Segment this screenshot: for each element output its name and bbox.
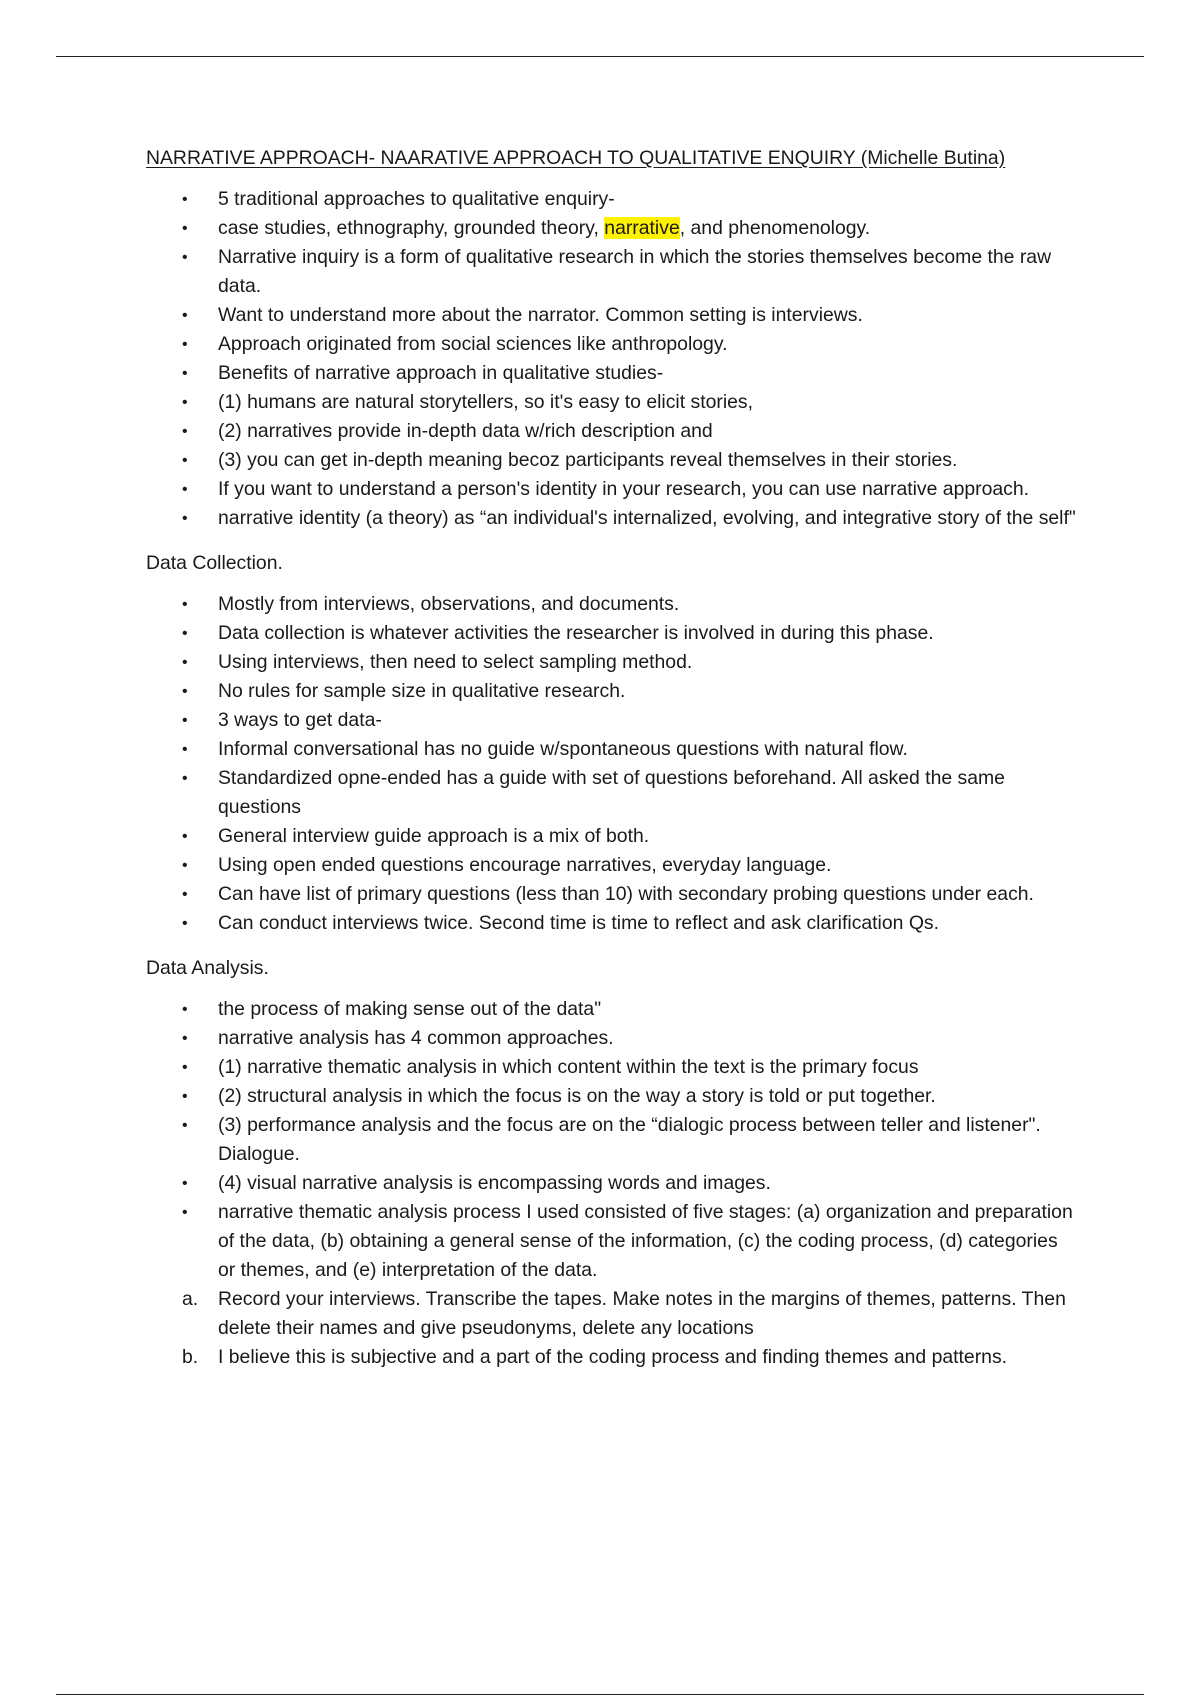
bullet-marker: • (182, 510, 188, 527)
list-item-text: (1) humans are natural storytellers, so it's easy to elicit stories, (218, 391, 753, 413)
list-item (146, 388, 1076, 417)
list-item (146, 677, 1076, 706)
bullet-marker: • (182, 1030, 188, 1047)
data-analysis-lettered-list (146, 1285, 1076, 1372)
bullet-marker: • (182, 394, 188, 411)
list-item-text: 3 ways to get data- (218, 709, 382, 731)
list-item-text: Can have list of primary questions (less than 10) with secondary probing questions under each. (218, 883, 1034, 905)
bullet-marker: • (182, 336, 188, 353)
list-item (146, 619, 1076, 648)
list-item (146, 504, 1076, 533)
list-item-text: Benefits of narrative approach in qualitative studies- (218, 362, 664, 384)
list-item (146, 243, 1076, 301)
bullet-marker: • (182, 683, 188, 700)
list-item-text: Can conduct interviews twice. Second time is time to reflect and ask clarification Qs. (218, 912, 939, 934)
list-item-text: Data collection is whatever activities the researcher is involved in during this phase. (218, 622, 934, 644)
bullet-marker: • (182, 1088, 188, 1105)
list-item-text: (3) performance analysis and the focus are on the “dialogic process between teller and listener". Dialogue. (218, 1114, 1041, 1165)
bullet-marker: • (182, 1117, 188, 1134)
bullet-marker: • (182, 741, 188, 758)
list-item (146, 185, 1076, 214)
list-item-text: Mostly from interviews, observations, and documents. (218, 593, 680, 615)
document-title: NARRATIVE APPROACH- NAARATIVE APPROACH TO QUALITATIVE ENQUIRY (Michelle Butina) (146, 147, 1006, 169)
list-item-text: (4) visual narrative analysis is encompassing words and images. (218, 1172, 771, 1194)
bullet-marker: • (182, 654, 188, 671)
bullet-marker: • (182, 625, 188, 642)
list-item-text: the process of making sense out of the data" (218, 998, 602, 1020)
list-item (146, 359, 1076, 388)
intro-list (146, 185, 1076, 533)
bullet-marker: • (182, 191, 188, 208)
list-item-text: (3) you can get in-depth meaning becoz participants reveal themselves in their stories. (218, 449, 958, 471)
lettered-item (146, 1343, 1076, 1372)
bullet-marker: • (182, 712, 188, 729)
bullet-marker: • (182, 365, 188, 382)
bullet-marker: • (182, 220, 188, 237)
lettered-item (146, 1285, 1076, 1343)
list-item (146, 648, 1076, 677)
list-item (146, 706, 1076, 735)
bullet-marker: • (182, 1204, 188, 1221)
bullet-marker: • (182, 1059, 188, 1076)
document-body (146, 144, 1076, 1372)
bullet-marker: • (182, 886, 188, 903)
list-item-text: Approach originated from social sciences like anthropology. (218, 333, 728, 355)
bullet-marker: • (182, 1001, 188, 1018)
bullet-marker: • (182, 249, 188, 266)
list-item (146, 1082, 1076, 1111)
list-item-text: Narrative inquiry is a form of qualitative research in which the stories themselves become the raw data. (218, 246, 1052, 297)
bullet-marker: • (182, 915, 188, 932)
list-item-text: If you want to understand a person's identity in your research, you can use narrative approach. (218, 478, 1030, 500)
list-item (146, 1198, 1076, 1285)
bullet-marker: • (182, 596, 188, 613)
list-item-text: Informal conversational has no guide w/spontaneous questions with natural flow. (218, 738, 908, 760)
list-item-text: Using interviews, then need to select sampling method. (218, 651, 693, 673)
list-item (146, 995, 1076, 1024)
bullet-marker: • (182, 1175, 188, 1192)
data-analysis-heading: Data Analysis. (146, 957, 269, 979)
data-analysis-list (146, 995, 1076, 1285)
list-item-text: (2) structural analysis in which the focus is on the way a story is told or put together. (218, 1085, 936, 1107)
list-item (146, 1024, 1076, 1053)
data-collection-heading: Data Collection. (146, 552, 283, 574)
bullet-marker: • (182, 828, 188, 845)
list-item (146, 214, 1076, 243)
list-item-text: General interview guide approach is a mix of both. (218, 825, 650, 847)
list-item (146, 446, 1076, 475)
list-item-text: Want to understand more about the narrator. Common setting is interviews. (218, 304, 863, 326)
list-item-text: (1) narrative thematic analysis in which content within the text is the primary focus (218, 1056, 919, 1078)
list-item (146, 735, 1076, 764)
footer-rule (56, 1694, 1144, 1695)
data-collection-list (146, 590, 1076, 938)
bullet-marker: • (182, 857, 188, 874)
letter-marker: a. (182, 1288, 199, 1310)
list-item-text: narrative identity (a theory) as “an individual's internalized, evolving, and integrative story of the self" (218, 507, 1076, 529)
lettered-item-text: Record your interviews. Transcribe the tapes. Make notes in the margins of themes, patterns. Then delete their names and give pseudonyms, delete any locations (218, 1288, 1066, 1339)
list-item-text: (2) narratives provide in-depth data w/rich description and (218, 420, 713, 442)
list-item-text: narrative thematic analysis process I used consisted of five stages: (a) organization and preparation of the data, (b) obtaining a general sense of the information, (c) the coding process, (d) categories or themes, and (e) interpretation of the data. (218, 1201, 1073, 1281)
list-item (146, 909, 1076, 938)
list-item (146, 301, 1076, 330)
list-item (146, 851, 1076, 880)
list-item (146, 764, 1076, 822)
list-item (146, 1053, 1076, 1082)
list-item (146, 880, 1076, 909)
highlighted-word: narrative (604, 217, 680, 239)
list-item (146, 330, 1076, 359)
list-item-text: Using open ended questions encourage narratives, everyday language. (218, 854, 832, 876)
header-rule (56, 56, 1144, 57)
bullet-marker: • (182, 423, 188, 440)
bullet-marker: • (182, 481, 188, 498)
list-item-text: Standardized opne-ended has a guide with set of questions beforehand. All asked the same questions (218, 767, 1005, 818)
list-item-text-before: case studies, ethnography, grounded theory, (218, 217, 605, 239)
list-item-text: No rules for sample size in qualitative research. (218, 680, 626, 702)
list-item-text: 5 traditional approaches to qualitative enquiry- (218, 188, 615, 210)
bullet-marker: • (182, 770, 188, 787)
list-item (146, 475, 1076, 504)
list-item (146, 417, 1076, 446)
list-item (146, 1169, 1076, 1198)
list-item (146, 1111, 1076, 1169)
letter-marker: b. (182, 1346, 199, 1368)
lettered-item-text: I believe this is subjective and a part of the coding process and finding themes and patterns. (218, 1346, 1008, 1368)
list-item-text: narrative analysis has 4 common approaches. (218, 1027, 614, 1049)
list-item (146, 822, 1076, 851)
list-item-text-after: , and phenomenology. (679, 217, 871, 239)
bullet-marker: • (182, 307, 188, 324)
list-item (146, 590, 1076, 619)
bullet-marker: • (182, 452, 188, 469)
